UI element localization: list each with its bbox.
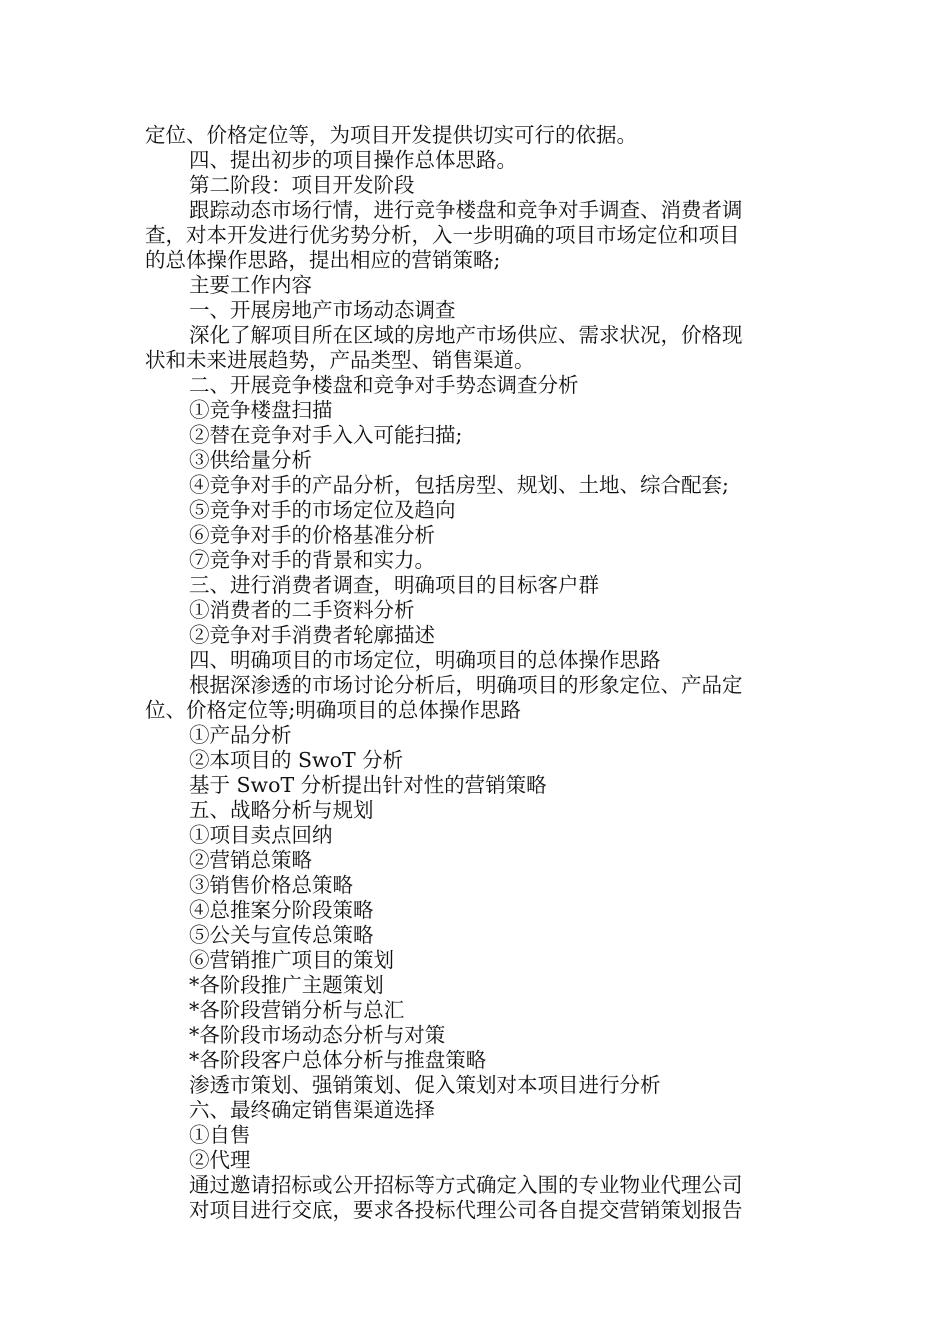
document-line: 二、开展竞争楼盘和竞争对手势态调查分析 (189, 373, 579, 397)
document-line: 四、明确项目的市场定位，明确项目的总体操作思路 (189, 648, 661, 672)
document-line: *各阶段客户总体分析与推盘策略 (189, 1048, 487, 1072)
document-line: 三、进行消费者调查，明确项目的目标客户群 (189, 573, 599, 597)
document-line: ①项目卖点回纳 (189, 823, 333, 847)
document-line: *各阶段推广主题策划 (189, 973, 384, 997)
document-line: 渗透市策划、强销策划、促入策划对本项目进行分析 (189, 1073, 661, 1097)
document-line: ③销售价格总策略 (189, 873, 353, 897)
document-line: *各阶段市场动态分析与对策 (189, 1023, 446, 1047)
document-line: ②营销总策略 (189, 848, 312, 872)
document-line: ⑤竞争对手的市场定位及趋向 (189, 498, 456, 522)
document-line: ②竞争对手消费者轮廓描述 (189, 623, 435, 647)
document-line: 四、提出初步的项目操作总体思路。 (189, 148, 517, 172)
document-line: 查，对本开发进行优劣势分析，入一步明确的项目市场定位和项目 (145, 223, 740, 247)
document-line: 基于 SwoT 分析提出针对性的营销策略 (189, 773, 547, 797)
document-line: 六、最终确定销售渠道选择 (189, 1098, 435, 1122)
document-line: ①消费者的二手资料分析 (189, 598, 415, 622)
document-line: 状和未来进展趋势，产品类型、销售渠道。 (145, 348, 535, 372)
document-line: 跟踪动态市场行情，进行竞争楼盘和竞争对手调查、消费者调 (189, 198, 743, 222)
document-line: 对项目进行交底，要求各投标代理公司各自提交营销策划报告 (189, 1198, 743, 1222)
document-line: *各阶段营销分析与总汇 (189, 998, 405, 1022)
document-line: ③供给量分析 (189, 448, 312, 472)
document-line: 深化了解项目所在区域的房地产市场供应、需求状况，价格现 (189, 323, 743, 347)
document-line: ⑦竞争对手的背景和实力。 (189, 548, 435, 572)
document-line: ①竞争楼盘扫描 (189, 398, 333, 422)
document-line: ①自售 (189, 1123, 251, 1147)
document-line: ⑥竞争对手的价格基准分析 (189, 523, 435, 547)
document-line: 第二阶段：项目开发阶段 (189, 173, 415, 197)
document-line: ⑥营销推广项目的策划 (189, 948, 394, 972)
document-line: ①产品分析 (189, 723, 292, 747)
document-line: ②替在竞争对手入入可能扫描; (189, 423, 463, 447)
document-line: ②本项目的 SwoT 分析 (189, 748, 404, 772)
document-line: ④总推案分阶段策略 (189, 898, 374, 922)
document-body (145, 123, 810, 1223)
document-line: 位、价格定位等;明确项目的总体操作思路 (145, 698, 521, 722)
document-line: 定位、价格定位等，为项目开发提供切实可行的依据。 (145, 123, 637, 147)
document-line: 通过邀请招标或公开招标等方式确定入围的专业物业代理公司 (189, 1173, 743, 1197)
document-line: ②代理 (189, 1148, 251, 1172)
document-line: 主要工作内容 (189, 273, 312, 297)
document-line: 根据深渗透的市场讨论分析后，明确项目的形象定位、产品定 (189, 673, 743, 697)
document-line: 的总体操作思路，提出相应的营销策略; (145, 248, 501, 272)
document-line: 五、战略分析与规划 (189, 798, 374, 822)
document-line: ④竞争对手的产品分析，包括房型、规划、土地、综合配套; (189, 473, 729, 497)
document-line: ⑤公关与宣传总策略 (189, 923, 374, 947)
document-line: 一、开展房地产市场动态调查 (189, 298, 456, 322)
